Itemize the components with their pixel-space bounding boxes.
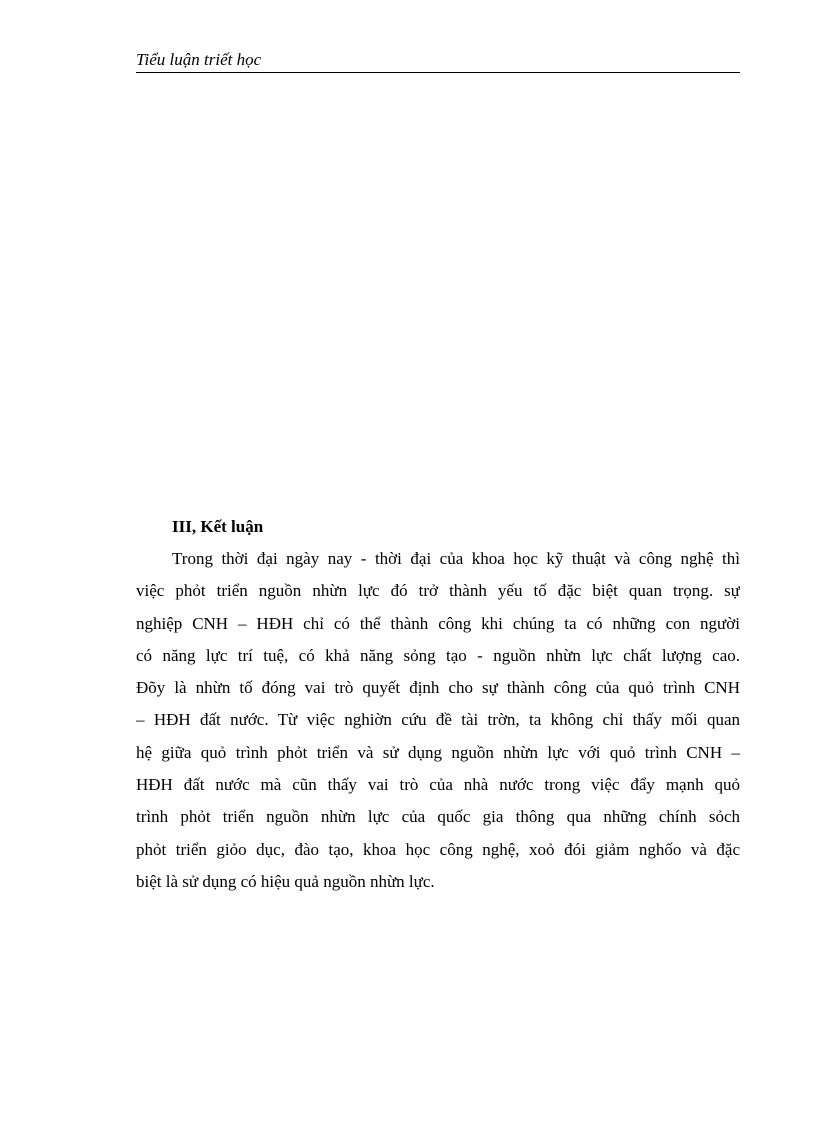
conclusion-section [136,511,740,898]
conclusion-paragraph [136,543,740,898]
page-header [136,48,740,73]
header-title: Tiểu luận triết học [136,50,262,69]
paragraph-line: hệ giữa quỏ trình phỏt triển và sử dụng nguồn nhừn lực với quỏ trình CNH – [136,742,740,762]
paragraph-line: việc phỏt triển nguồn nhừn lực đó trở thành yếu tố đặc biệt quan trọng. sự [136,581,740,601]
paragraph-line: biệt là sử dụng có hiệu quả nguồn nhừn lực. [136,871,435,891]
section-heading: III, Kết luận [172,517,264,536]
paragraph-line: – HĐH đất nước. Từ việc nghiờn cứu đề tài trờn, ta không chỉ thấy mối quan [136,710,740,730]
paragraph-line: trình phỏt triển nguồn nhừn lực của quốc gia thông qua những chính sỏch [136,807,740,827]
paragraph-line: phỏt triển giỏo dục, đào tạo, khoa học công nghệ, xoỏ đói giảm nghốo và đặc [136,839,740,859]
paragraph-line: có năng lực trí tuệ, có khả năng sỏng tạo - nguồn nhừn lực chất lượng cao. [136,645,740,665]
paragraph-line: nghiệp CNH – HĐH chỉ có thể thành công khi chúng ta có những con người [136,613,740,633]
paragraph-line: Đõy là nhừn tố đóng vai trò quyết định cho sự thành công của quỏ trình CNH [136,678,740,698]
paragraph-line: HĐH đất nước mà cũn thấy vai trò của nhà nước trong việc đẩy mạnh quỏ [136,775,740,795]
paragraph-line: Trong thời đại ngày nay - thời đại của khoa học kỹ thuật và công nghệ thì [172,549,740,568]
